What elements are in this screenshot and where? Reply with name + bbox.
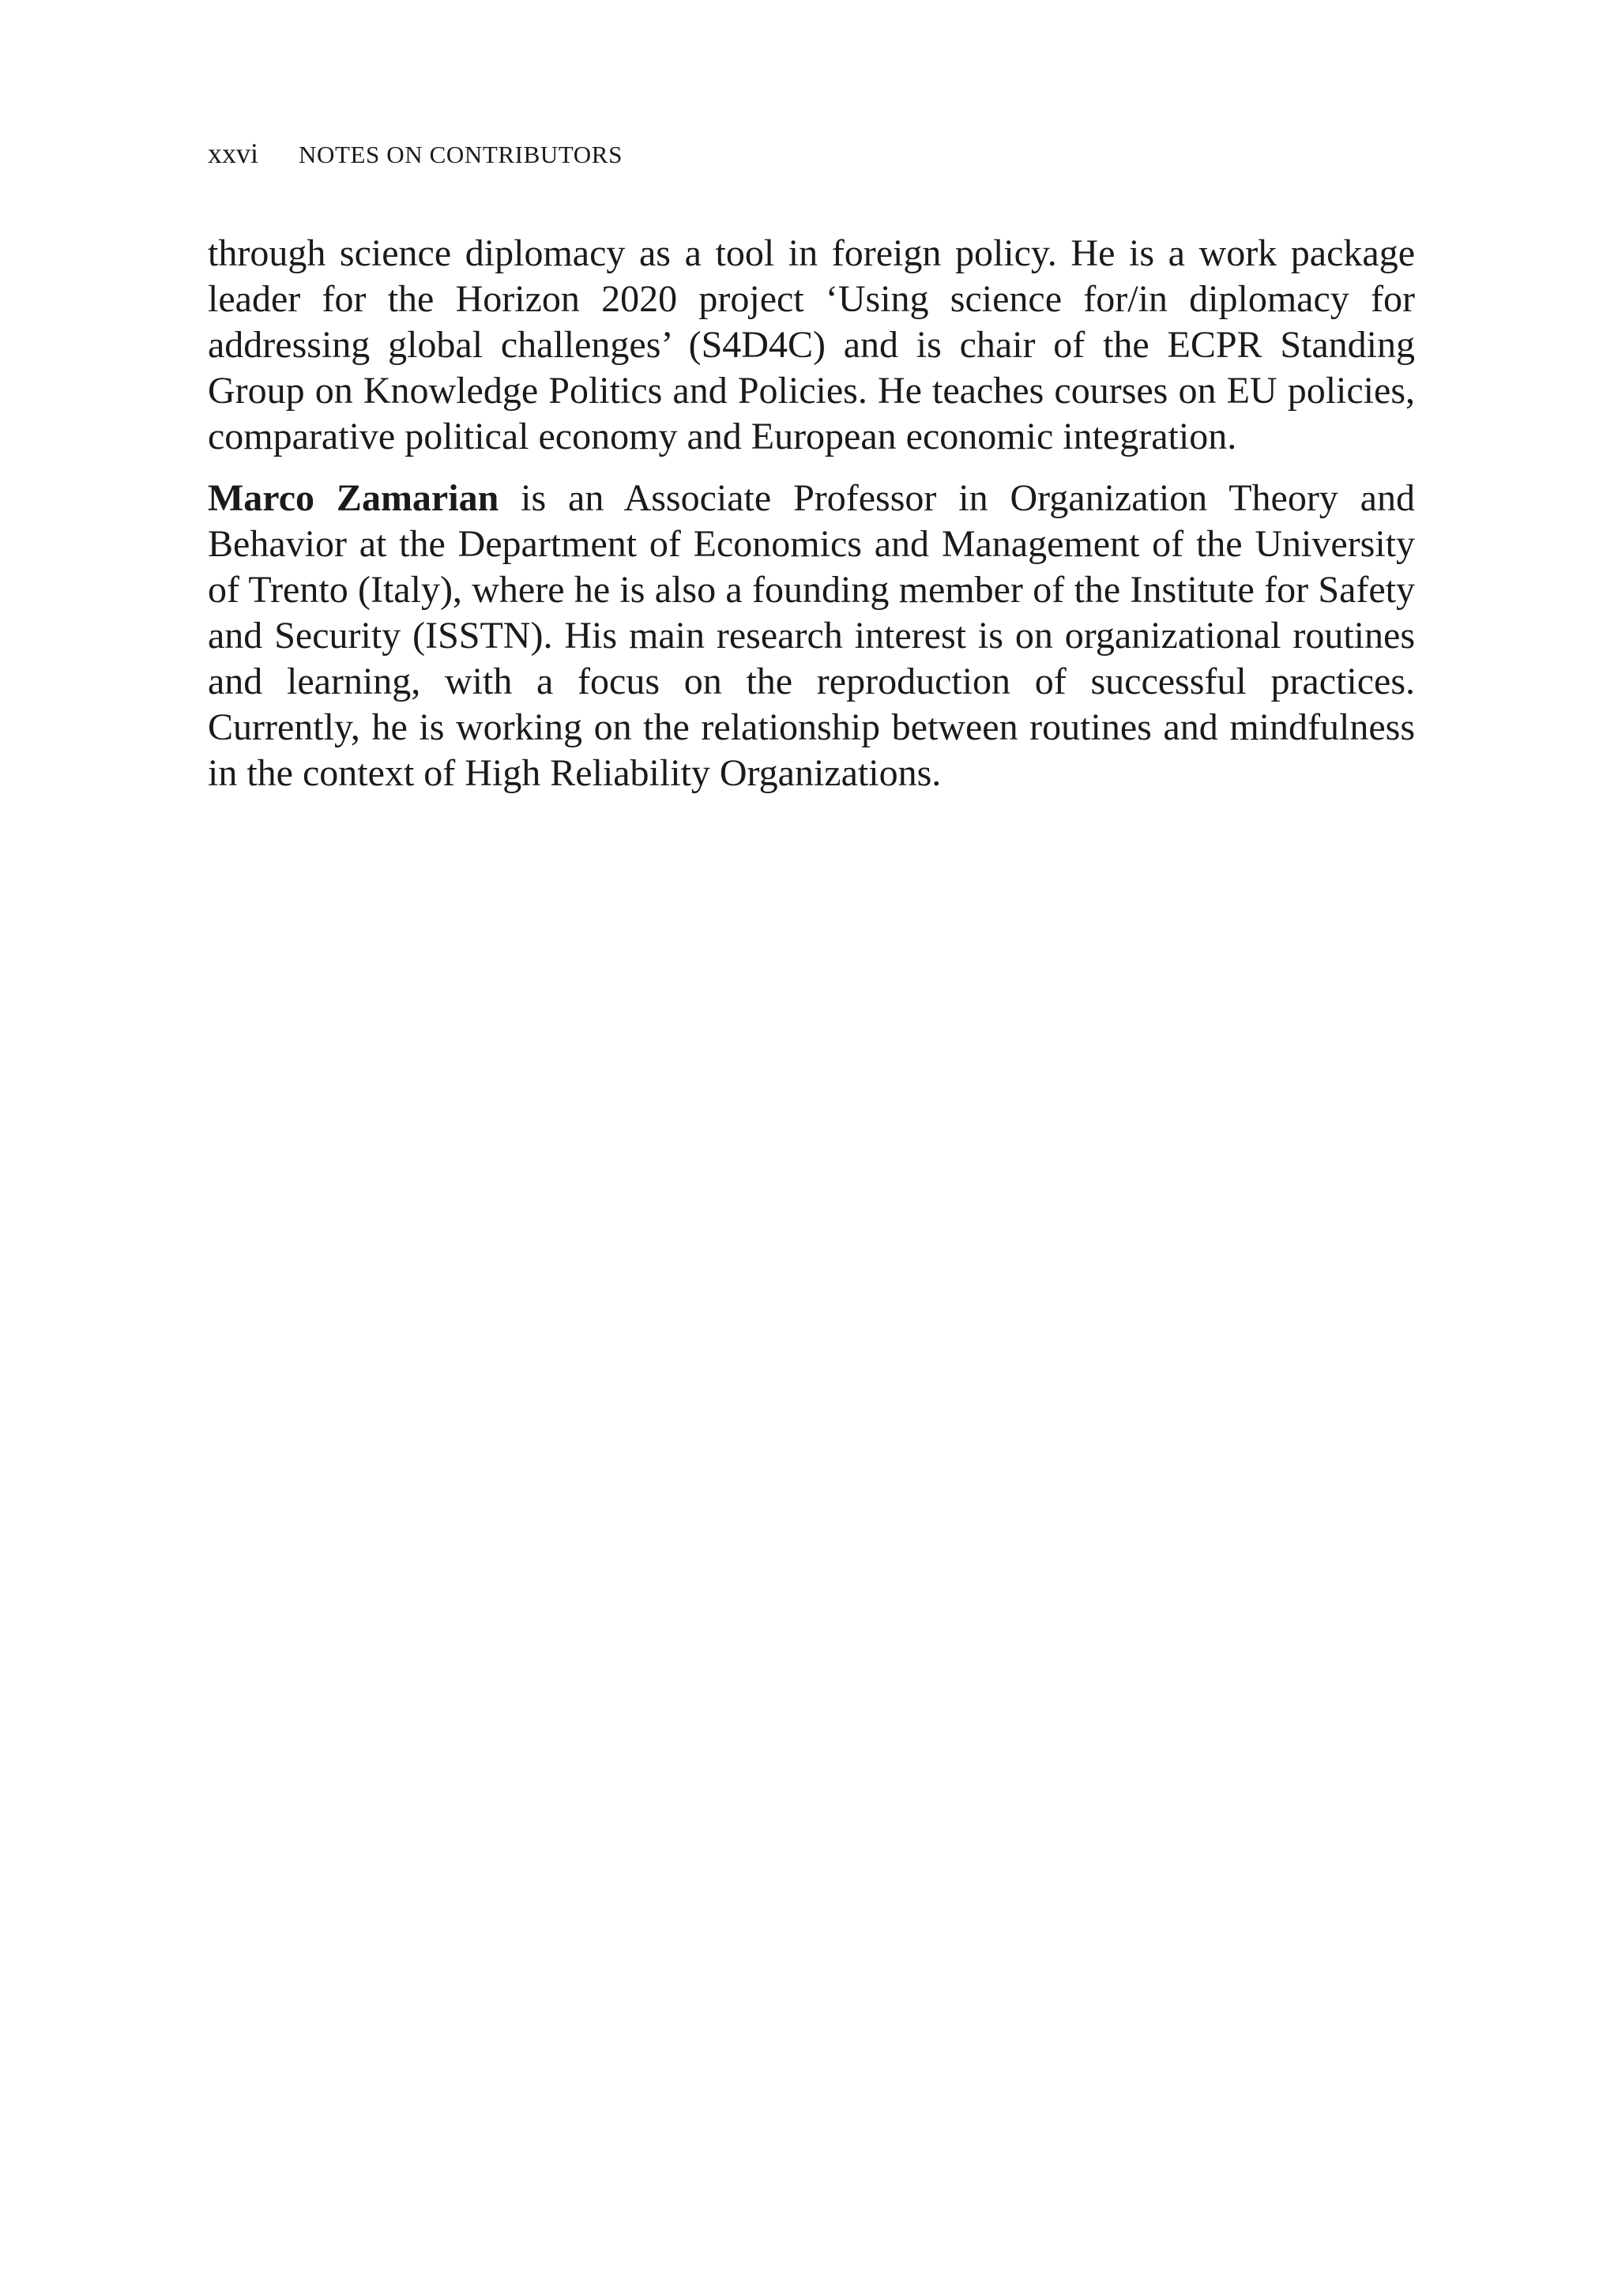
running-head: [208, 136, 623, 172]
contributor-notes: [208, 231, 1415, 796]
page-number: xxvi: [208, 137, 259, 169]
entry-text: through science diplomacy as a tool in foreign policy. He is a work package leader for the Horizon 2020 project ‘Using science for/in diplomacy for addressing global challenges’ (S4D4C) and is chair of the ECPR Standing Group on Knowledge Politics and Policies. He teaches courses on EU policies, comparative political economy and European economic integration.: [208, 232, 1415, 457]
contributor-name: Marco Zamarian: [208, 477, 499, 519]
entry-text: is an Associate Professor in Organization Theory and Behavior at the Department of Economics and Management of the University of Trento (Italy), where he is also a founding member of the Institute for Safety and Security (ISSTN). His main research interest is on organizational routines and learning, with a focus on the reproduction of successful practices. Currently, he is working on the relationship between routines and mindfulness in the context of High Reliability Organizations.: [208, 477, 1415, 794]
contributor-entry: [208, 476, 1415, 796]
contributor-entry-continued: [208, 231, 1415, 460]
section-title: NOTES ON CONTRIBUTORS: [299, 141, 623, 168]
